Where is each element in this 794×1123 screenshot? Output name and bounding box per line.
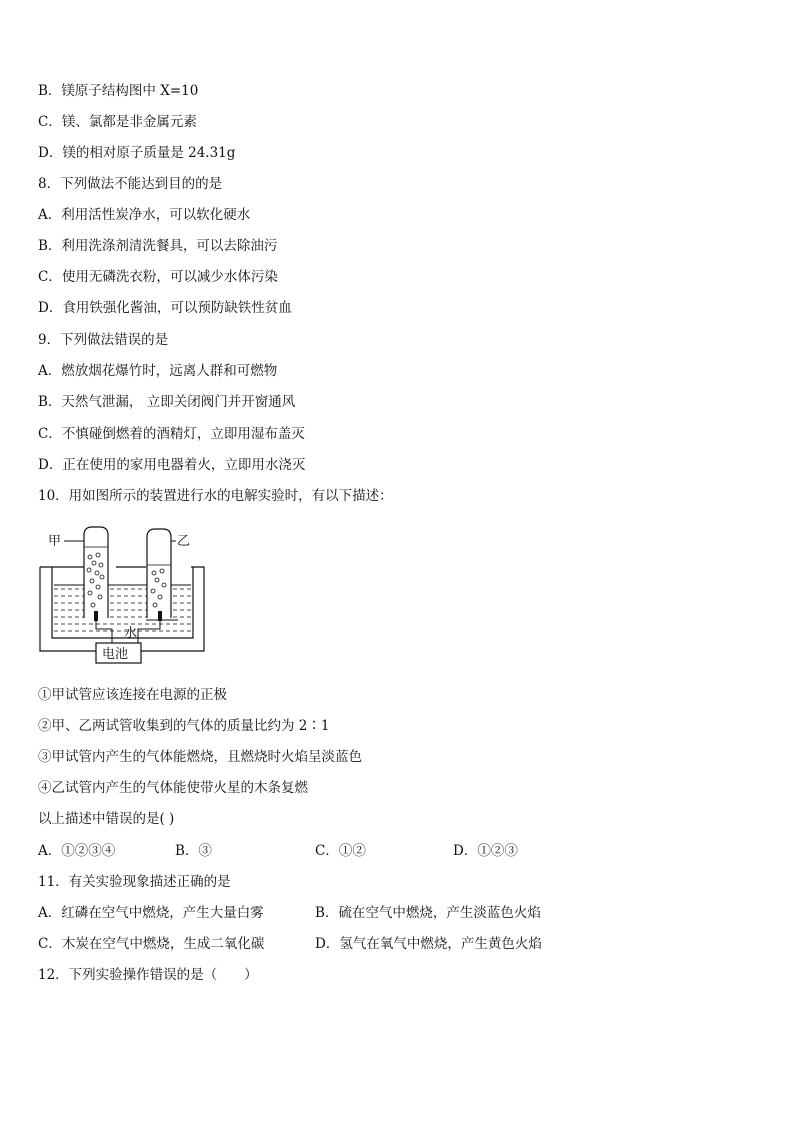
q8-stem: 8．下列做法不能达到目的的是 bbox=[38, 176, 223, 192]
q11-option-b: B．硫在空气中燃烧，产生淡蓝色火焰 bbox=[315, 905, 541, 921]
q9-option-c: C．不慎碰倒燃着的酒精灯，立即用湿布盖灭 bbox=[38, 426, 305, 442]
q9-option-b: B．天然气泄漏， 立即关闭阀门并开窗通风 bbox=[38, 394, 296, 410]
label-jia: 甲 bbox=[48, 534, 62, 549]
q11-option-c: C．木炭在空气中燃烧，生成二氧化碳 bbox=[38, 936, 265, 952]
q9-option-a: A．燃放烟花爆竹时，远离人群和可燃物 bbox=[38, 363, 278, 379]
q8-option-b: B．利用洗涤剂清洗餐具，可以去除油污 bbox=[38, 238, 278, 254]
q11-option-d: D．氢气在氧气中燃烧，产生黄色火焰 bbox=[315, 936, 542, 952]
q8-option-d: D．食用铁强化酱油，可以预防缺铁性贫血 bbox=[38, 300, 292, 316]
electrolysis-diagram bbox=[38, 525, 208, 665]
statement-1: ①甲试管应该连接在电源的正极 bbox=[38, 687, 227, 703]
statement-2: ②甲、乙两试管收集到的气体的质量比约为 2∶1 bbox=[38, 718, 330, 734]
q10-option-d: D．①②③ bbox=[453, 843, 518, 859]
label-water: 水 bbox=[124, 626, 138, 641]
statement-4: ④乙试管内产生的气体能使带火星的木条复燃 bbox=[38, 780, 308, 796]
statement-3: ③甲试管内产生的气体能燃烧，且燃烧时火焰呈淡蓝色 bbox=[38, 749, 362, 765]
q10-option-b: B．③ bbox=[175, 843, 212, 859]
q7-option-d: D．镁的相对原子质量是 24.31g bbox=[38, 145, 236, 161]
q7-option-c: C．镁、氯都是非金属元素 bbox=[38, 114, 197, 130]
q9-option-d: D．正在使用的家用电器着火，立即用水浇灭 bbox=[38, 457, 306, 473]
q8-option-c: C．使用无磷洗衣粉，可以减少水体污染 bbox=[38, 269, 278, 285]
q10-prompt: 以上描述中错误的是( ) bbox=[38, 811, 175, 827]
label-yi: 乙 bbox=[177, 534, 191, 549]
label-battery: 电池 bbox=[102, 647, 129, 662]
q11-stem: 11．有关实验现象描述正确的是 bbox=[38, 874, 231, 890]
q11-option-a: A．红磷在空气中燃烧，产生大量白雾 bbox=[38, 905, 264, 921]
q10-option-c: C．①② bbox=[315, 843, 366, 859]
q12-stem: 12．下列实验操作错误的是（ ） bbox=[38, 967, 258, 983]
q7-option-b: B．镁原子结构图中 X=10 bbox=[38, 83, 199, 99]
q9-stem: 9．下列做法错误的是 bbox=[38, 332, 169, 348]
q10-stem: 10．用如图所示的装置进行水的电解实验时，有以下描述： bbox=[38, 488, 393, 504]
q10-option-a: A．①②③④ bbox=[38, 843, 116, 859]
q8-option-a: A．利用活性炭净水，可以软化硬水 bbox=[38, 207, 251, 223]
